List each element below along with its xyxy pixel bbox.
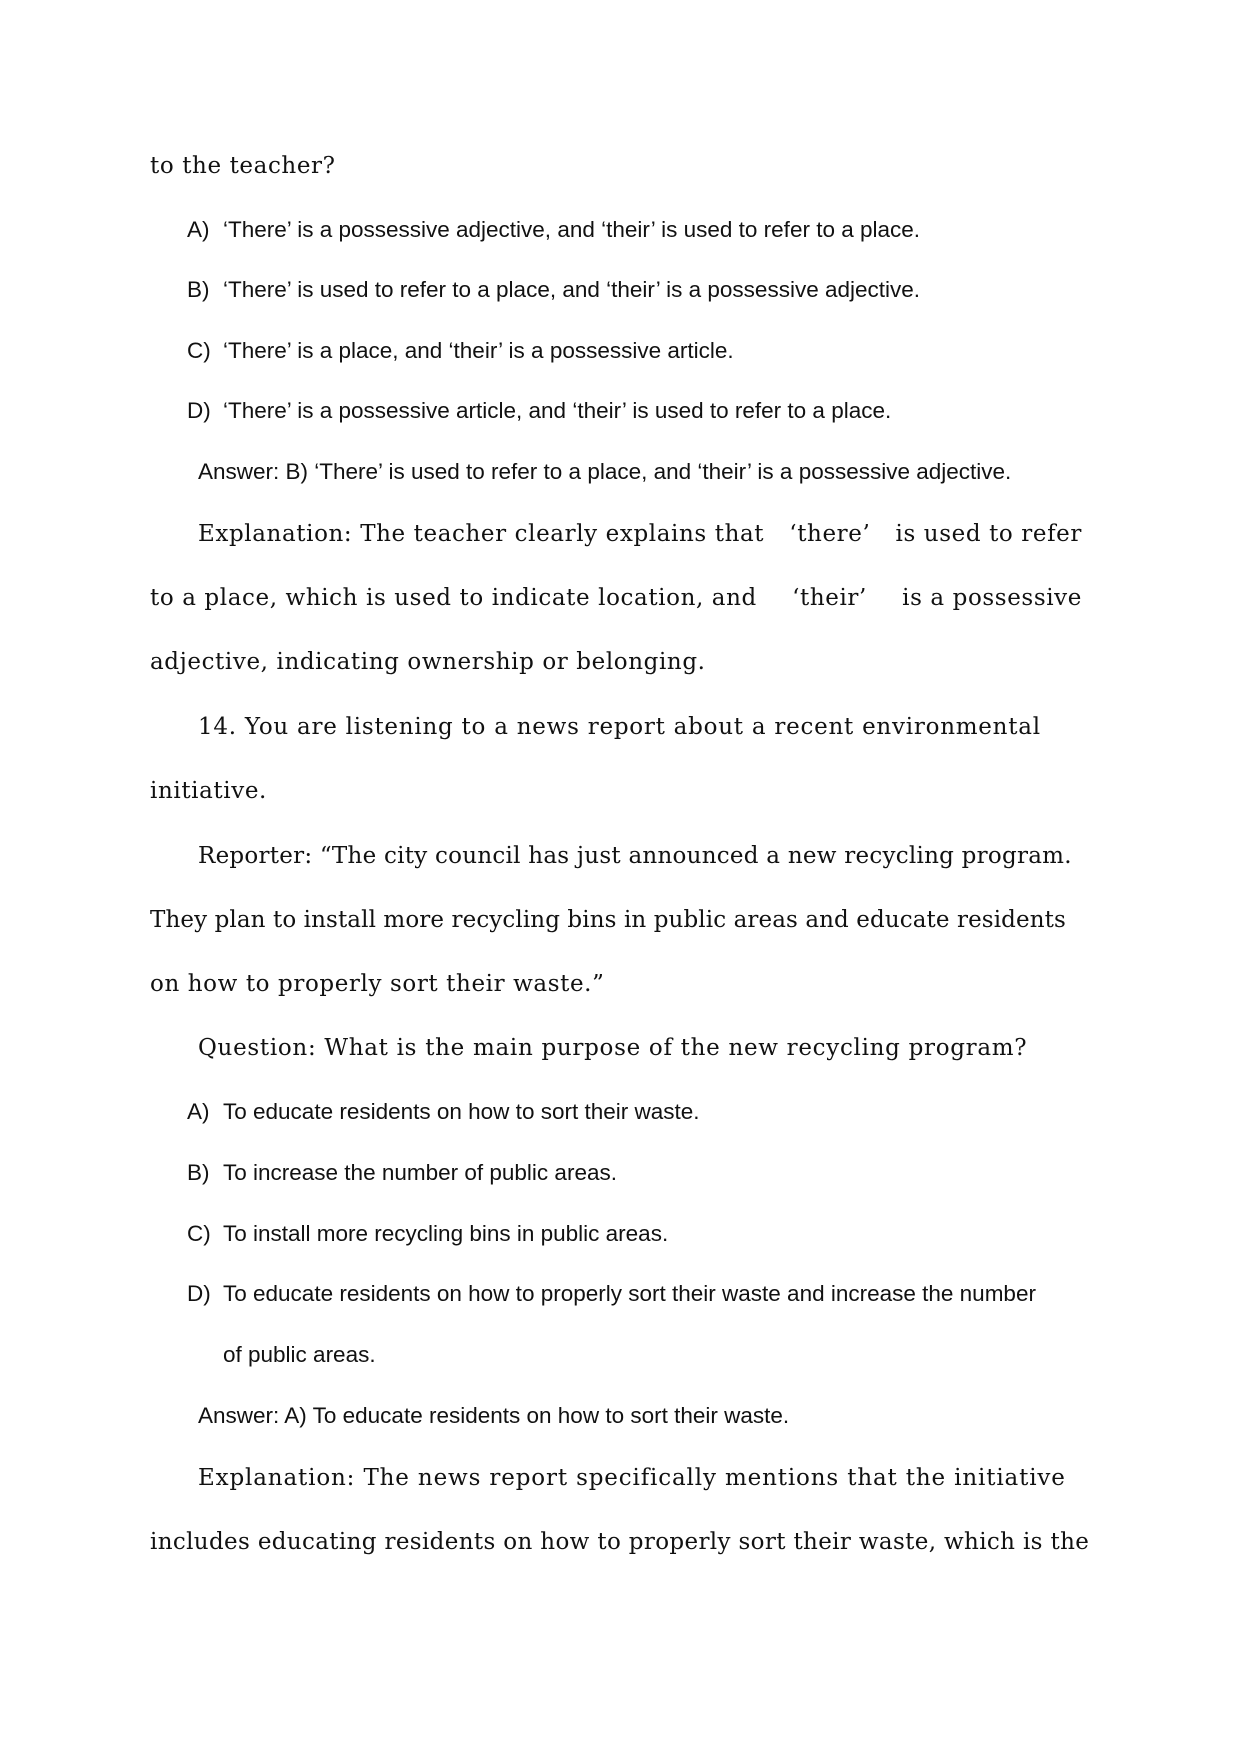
question-14-explanation-line-2: includes educating residents on how to properly sort their waste, which is the xyxy=(150,1529,1090,1555)
question-13-option-b: B) ‘There’ is used to refer to a place, and ‘their’ is a possessive adjective. xyxy=(187,277,921,302)
question-14-answer: Answer: A) To educate residents on how to sort their waste. xyxy=(198,1403,790,1428)
question-13-explanation-line-2: to a place, which is used to indicate location, and ‘their’ is a possessive xyxy=(150,585,1082,611)
question-14-option-d: D) To educate residents on how to properly sort their waste and increase the number xyxy=(187,1281,1036,1306)
question-13-option-d: D) ‘There’ is a possessive article, and ‘their’ is used to refer to a place. xyxy=(187,398,892,423)
question-13-answer: Answer: B) ‘There’ is used to refer to a place, and ‘their’ is a possessive adjective. xyxy=(198,459,1012,484)
question-14-option-b: B) To increase the number of public areas. xyxy=(187,1160,617,1185)
question-14-reporter-line-3: on how to properly sort their waste.” xyxy=(150,971,605,997)
question-14-question: Question: What is the main purpose of the new recycling program? xyxy=(198,1035,1028,1061)
question-13-option-c: C) ‘There’ is a place, and ‘their’ is a possessive article. xyxy=(187,338,734,363)
question-13-explanation-line-3: adjective, indicating ownership or belonging. xyxy=(150,649,706,675)
question-14-intro-line-1: 14. You are listening to a news report about a recent environmental xyxy=(198,714,1041,740)
question-14-option-d-continuation: of public areas. xyxy=(223,1342,376,1367)
question-14-intro-line-2: initiative. xyxy=(150,778,267,804)
question-14-reporter-line-2: They plan to install more recycling bins in public areas and educate residents xyxy=(150,907,1066,933)
question-14-explanation-line-1: Explanation: The news report specifically mentions that the initiative xyxy=(198,1465,1066,1491)
question-13-option-a: A) ‘There’ is a possessive adjective, and ‘their’ is used to refer to a place. xyxy=(187,217,921,242)
question-14-option-a: A) To educate residents on how to sort their waste. xyxy=(187,1099,700,1124)
question-14-reporter-line-1: Reporter: “The city council has just announced a new recycling program. xyxy=(198,843,1072,869)
question-14-option-c: C) To install more recycling bins in public areas. xyxy=(187,1221,669,1246)
question-13-stem-end: to the teacher? xyxy=(150,153,336,179)
question-13-explanation-line-1: Explanation: The teacher clearly explains that ‘there’ is used to refer xyxy=(198,521,1082,547)
